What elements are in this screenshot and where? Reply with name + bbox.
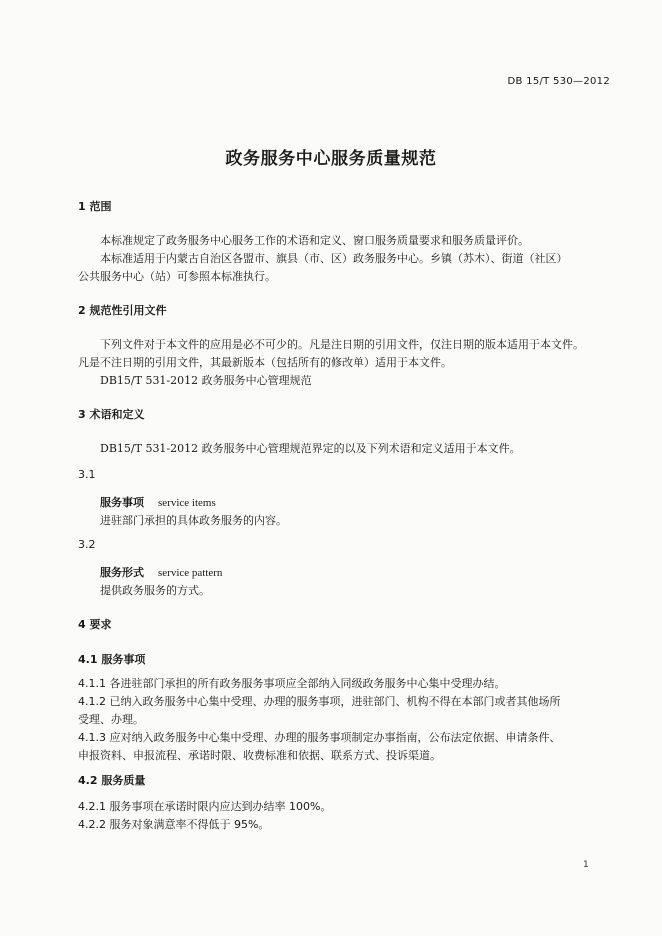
section-4-2-heading: 4.2 服务质量 <box>78 774 146 787</box>
term-3-2-title <box>100 564 222 580</box>
clause-4-2-2: 4.2.2 服务对象满意率不得低于 95%。 <box>78 818 270 831</box>
term-3-2-number: 3.2 <box>78 538 96 551</box>
term-3-2-english: service pattern <box>158 567 223 579</box>
page-number: 1 <box>583 860 589 870</box>
section-4-heading: 4 要求 <box>78 618 112 631</box>
normative-reference: DB15/T 531-2012 政务服务中心管理规范 <box>100 374 312 387</box>
term-3-2-definition: 提供政务服务的方式。 <box>100 584 210 597</box>
clause-4-1-2-line-1: 4.1.2 已纳入政务服务中心集中受理、办理的服务事项，进驻部门、机构不得在本部门或者其他场所 <box>78 695 561 708</box>
section-1-paragraph-2-line-2: 公共服务中心（站）可参照本标准执行。 <box>78 270 276 283</box>
section-3-intro: DB15/T 531-2012 政务服务中心管理规范界定的以及下列术语和定义适用于本文件。 <box>100 442 521 455</box>
term-3-1-english: service items <box>158 497 216 509</box>
section-2-paragraph-line-2: 凡是不注日期的引用文件，其最新版本（包括所有的修改单）适用于本文件。 <box>78 356 452 369</box>
section-1-heading: 1 范围 <box>78 200 112 213</box>
clause-4-1-2-line-2: 受理、办理。 <box>78 713 144 726</box>
section-4-1-heading: 4.1 服务事项 <box>78 653 146 666</box>
clause-4-1-1: 4.1.1 各进驻部门承担的所有政务服务事项应全部纳入同级政务服务中心集中受理办结。 <box>78 677 506 690</box>
term-3-2-chinese: 服务形式 <box>100 566 144 579</box>
term-3-1-number: 3.1 <box>78 468 96 481</box>
standard-code: DB 15/T 530—2012 <box>507 76 610 87</box>
term-3-1-title <box>100 494 216 510</box>
term-3-1-chinese: 服务事项 <box>100 496 144 509</box>
section-3-heading: 3 术语和定义 <box>78 408 145 421</box>
clause-4-2-1: 4.2.1 服务事项在承诺时限内应达到办结率 100%。 <box>78 800 332 813</box>
clause-4-1-3-line-1: 4.1.3 应对纳入政务服务中心集中受理、办理的服务事项制定办事指南，公布法定依据、申请条件、 <box>78 731 561 744</box>
section-2-paragraph-line-1: 下列文件对于本文件的应用是必不可少的。凡是注日期的引用文件，仅注日期的版本适用于本文件。 <box>100 338 584 351</box>
section-2-heading: 2 规范性引用文件 <box>78 304 167 317</box>
section-1-paragraph-2-line-1: 本标准适用于内蒙古自治区各盟市、旗县（市、区）政务服务中心。乡镇（苏木）、街道（社区） <box>100 252 568 265</box>
term-3-1-definition: 进驻部门承担的具体政务服务的内容。 <box>100 514 287 527</box>
page-title: 政务服务中心服务质量规范 <box>225 149 437 169</box>
clause-4-1-3-line-2: 申报资料、申报流程、承诺时限、收费标准和依据、联系方式、投诉渠道。 <box>78 749 441 762</box>
section-1-paragraph-1: 本标准规定了政务服务中心服务工作的术语和定义、窗口服务质量要求和服务质量评价。 <box>100 234 529 247</box>
